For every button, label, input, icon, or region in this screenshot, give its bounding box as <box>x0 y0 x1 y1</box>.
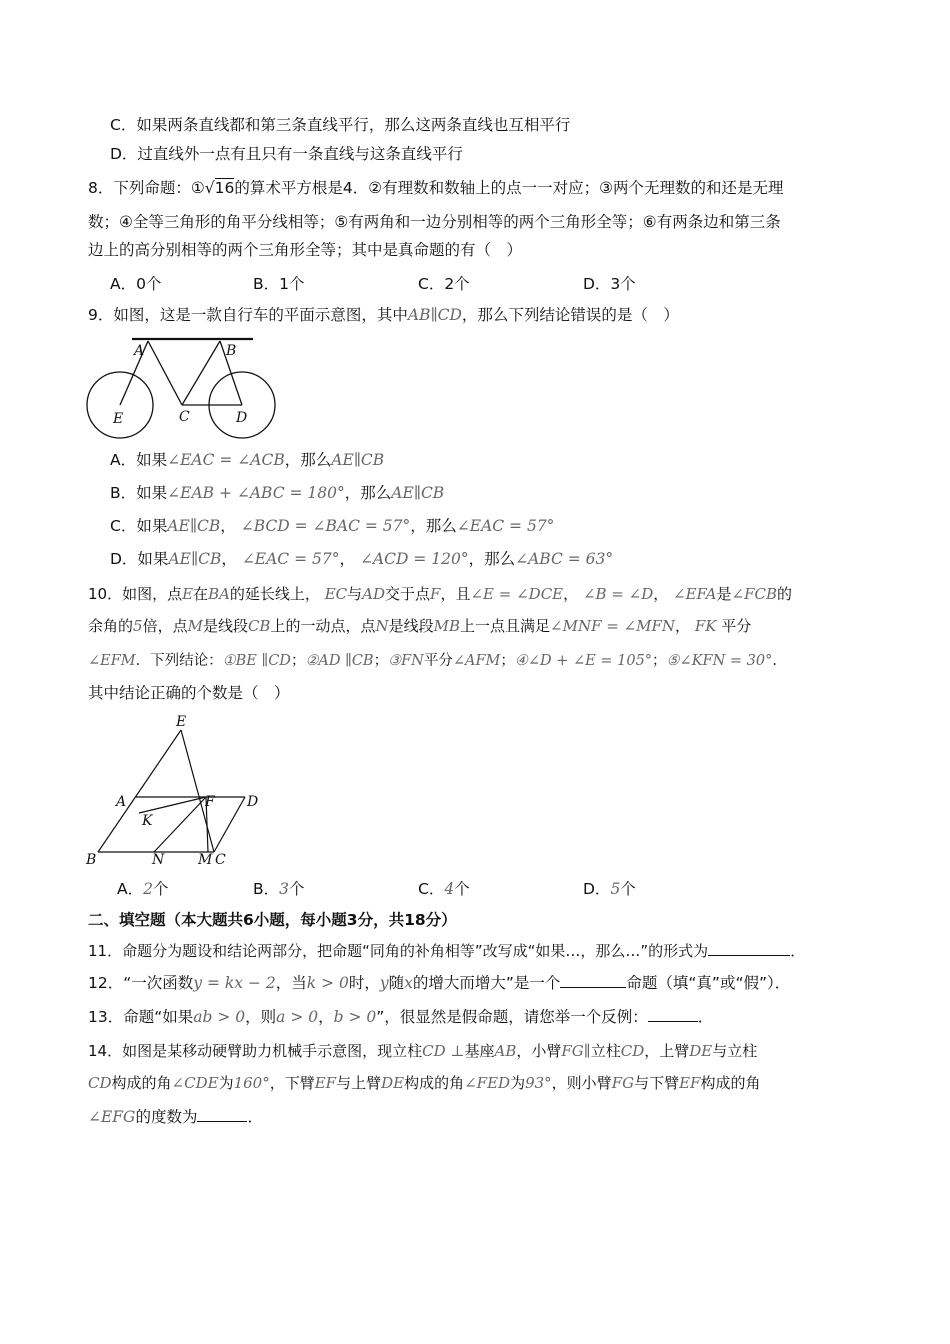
label-b: B <box>226 343 237 359</box>
sqrt-sign: √ <box>204 179 215 197</box>
q8-line-1: 8．下列命题：①√16的算术平方根是4．②有理数和数轴上的点一一对应；③两个无理数的和还是无理 <box>88 179 784 197</box>
label-n: N <box>152 852 165 868</box>
q8-option-a: A．0个 <box>110 275 162 293</box>
label-a: A <box>116 794 127 810</box>
q7-option-d: D．过直线外一点有且只有一条直线与这条直线平行 <box>110 145 463 163</box>
line-fn <box>154 797 206 852</box>
q13: 13．命题“如果ab > 0，则a > 0，b > 0”，很显然是假命题，请您举一个反例： ． <box>88 1008 714 1026</box>
q10-option-b: B．3个 <box>253 880 305 898</box>
label-e: E <box>176 714 187 730</box>
sqrt-radicand: 16 <box>214 179 235 197</box>
q9-option-d: D．如果AE∥CB， ∠EAC = 57°， ∠ACD = 120°，那么∠ABC = 63° <box>110 550 614 568</box>
parallelogram-figure <box>84 712 264 870</box>
label-a: A <box>134 343 145 359</box>
bicycle-line-bc <box>182 341 220 405</box>
answer-blank[interactable] <box>708 941 790 956</box>
q12: 12．“一次函数y = kx − 2，当k > 0时，y随x的增大而增大”是一个 命题（填“真”或“假”）． <box>88 974 791 992</box>
q10-line-3: ∠EFM．下列结论：①BE ∥CD；②AD ∥CB；③FN平分∠AFM；④∠D + ∠E = 105°；⑤∠KFN = 30°． <box>88 653 787 669</box>
q8-option-d: D．3个 <box>583 275 636 293</box>
q8-line-3: 边上的高分别相等的两个三角形全等；其中是真命题的有（ ） <box>88 241 523 259</box>
line-dc <box>214 797 245 852</box>
q10-line-4: 其中结论正确的个数是（ ） <box>88 684 290 702</box>
label-c: C <box>215 852 226 868</box>
answer-blank[interactable] <box>648 1007 698 1022</box>
label-k: K <box>142 813 153 829</box>
q8-option-b: B．1个 <box>253 275 305 293</box>
q8-line-2: 数；④全等三角形的角平分线相等；⑤有两角和一边分别相等的两个三角形全等；⑥有两条边和第三条 <box>88 213 781 231</box>
q10-line-1: 10．如图，点E在BA的延长线上， EC与AD交于点F，且∠E = ∠DCE， ∠B = ∠D， ∠EFA是∠FCB的 <box>88 585 793 603</box>
label-m: M <box>198 852 213 868</box>
q8-option-c: C．2个 <box>418 275 470 293</box>
label-f: F <box>205 794 215 810</box>
q9-stem: 9．如图，这是一款自行车的平面示意图，其中AB∥CD，那么下列结论错误的是（ ） <box>88 306 679 324</box>
q14-line-3: ∠EFG的度数为 ． <box>88 1108 263 1126</box>
bicycle-figure <box>84 333 284 443</box>
q14-line-2: CD构成的角∠CDE为160°，下臂EF与上臂DE构成的角∠FED为93°，则小臂FG与下臂EF构成的角 <box>88 1074 761 1092</box>
bicycle-line-ac <box>148 341 182 405</box>
q10-option-d: D．5个 <box>583 880 636 898</box>
label-d: D <box>247 794 259 810</box>
line-eb <box>98 730 181 852</box>
line-ec <box>181 730 214 852</box>
q11: 11．命题分为题设和结论两部分，把命题“同角的补角相等”改写成“如果…，那么…”的形式为 ． <box>88 942 806 960</box>
label-c: C <box>179 409 190 425</box>
q9-option-a: A．如果∠EAC = ∠ACB，那么AE∥CB <box>110 451 385 469</box>
line-fk <box>139 797 206 813</box>
label-b: B <box>86 852 97 868</box>
label-d: D <box>236 410 248 426</box>
answer-blank[interactable] <box>560 973 626 988</box>
q9-option-c: C．如果AE∥CB， ∠BCD = ∠BAC = 57°，那么∠EAC = 57° <box>110 517 555 535</box>
label-e: E <box>113 411 124 427</box>
q10-line-2: 余角的5倍，点M是线段CB上的一动点，点N是线段MB上一点且满足∠MNF = ∠MFN， FK 平分 <box>88 617 752 635</box>
q7-option-c: C．如果两条直线都和第三条直线平行，那么这两条直线也互相平行 <box>110 116 571 134</box>
q9-option-b: B．如果∠EAB + ∠ABC = 180°，那么AE∥CB <box>110 484 445 502</box>
q14-line-1: 14．如图是某移动硬臂助力机械手示意图，现立柱CD ⊥基座AB，小臂FG∥立柱CD，上臂DE与立柱 <box>88 1042 758 1060</box>
q10-option-a: A．2个 <box>117 880 169 898</box>
section-heading: 二、填空题（本大题共6小题，每小题3分，共18分） <box>88 911 457 929</box>
answer-blank[interactable] <box>197 1107 247 1122</box>
q10-option-c: C．4个 <box>418 880 470 898</box>
